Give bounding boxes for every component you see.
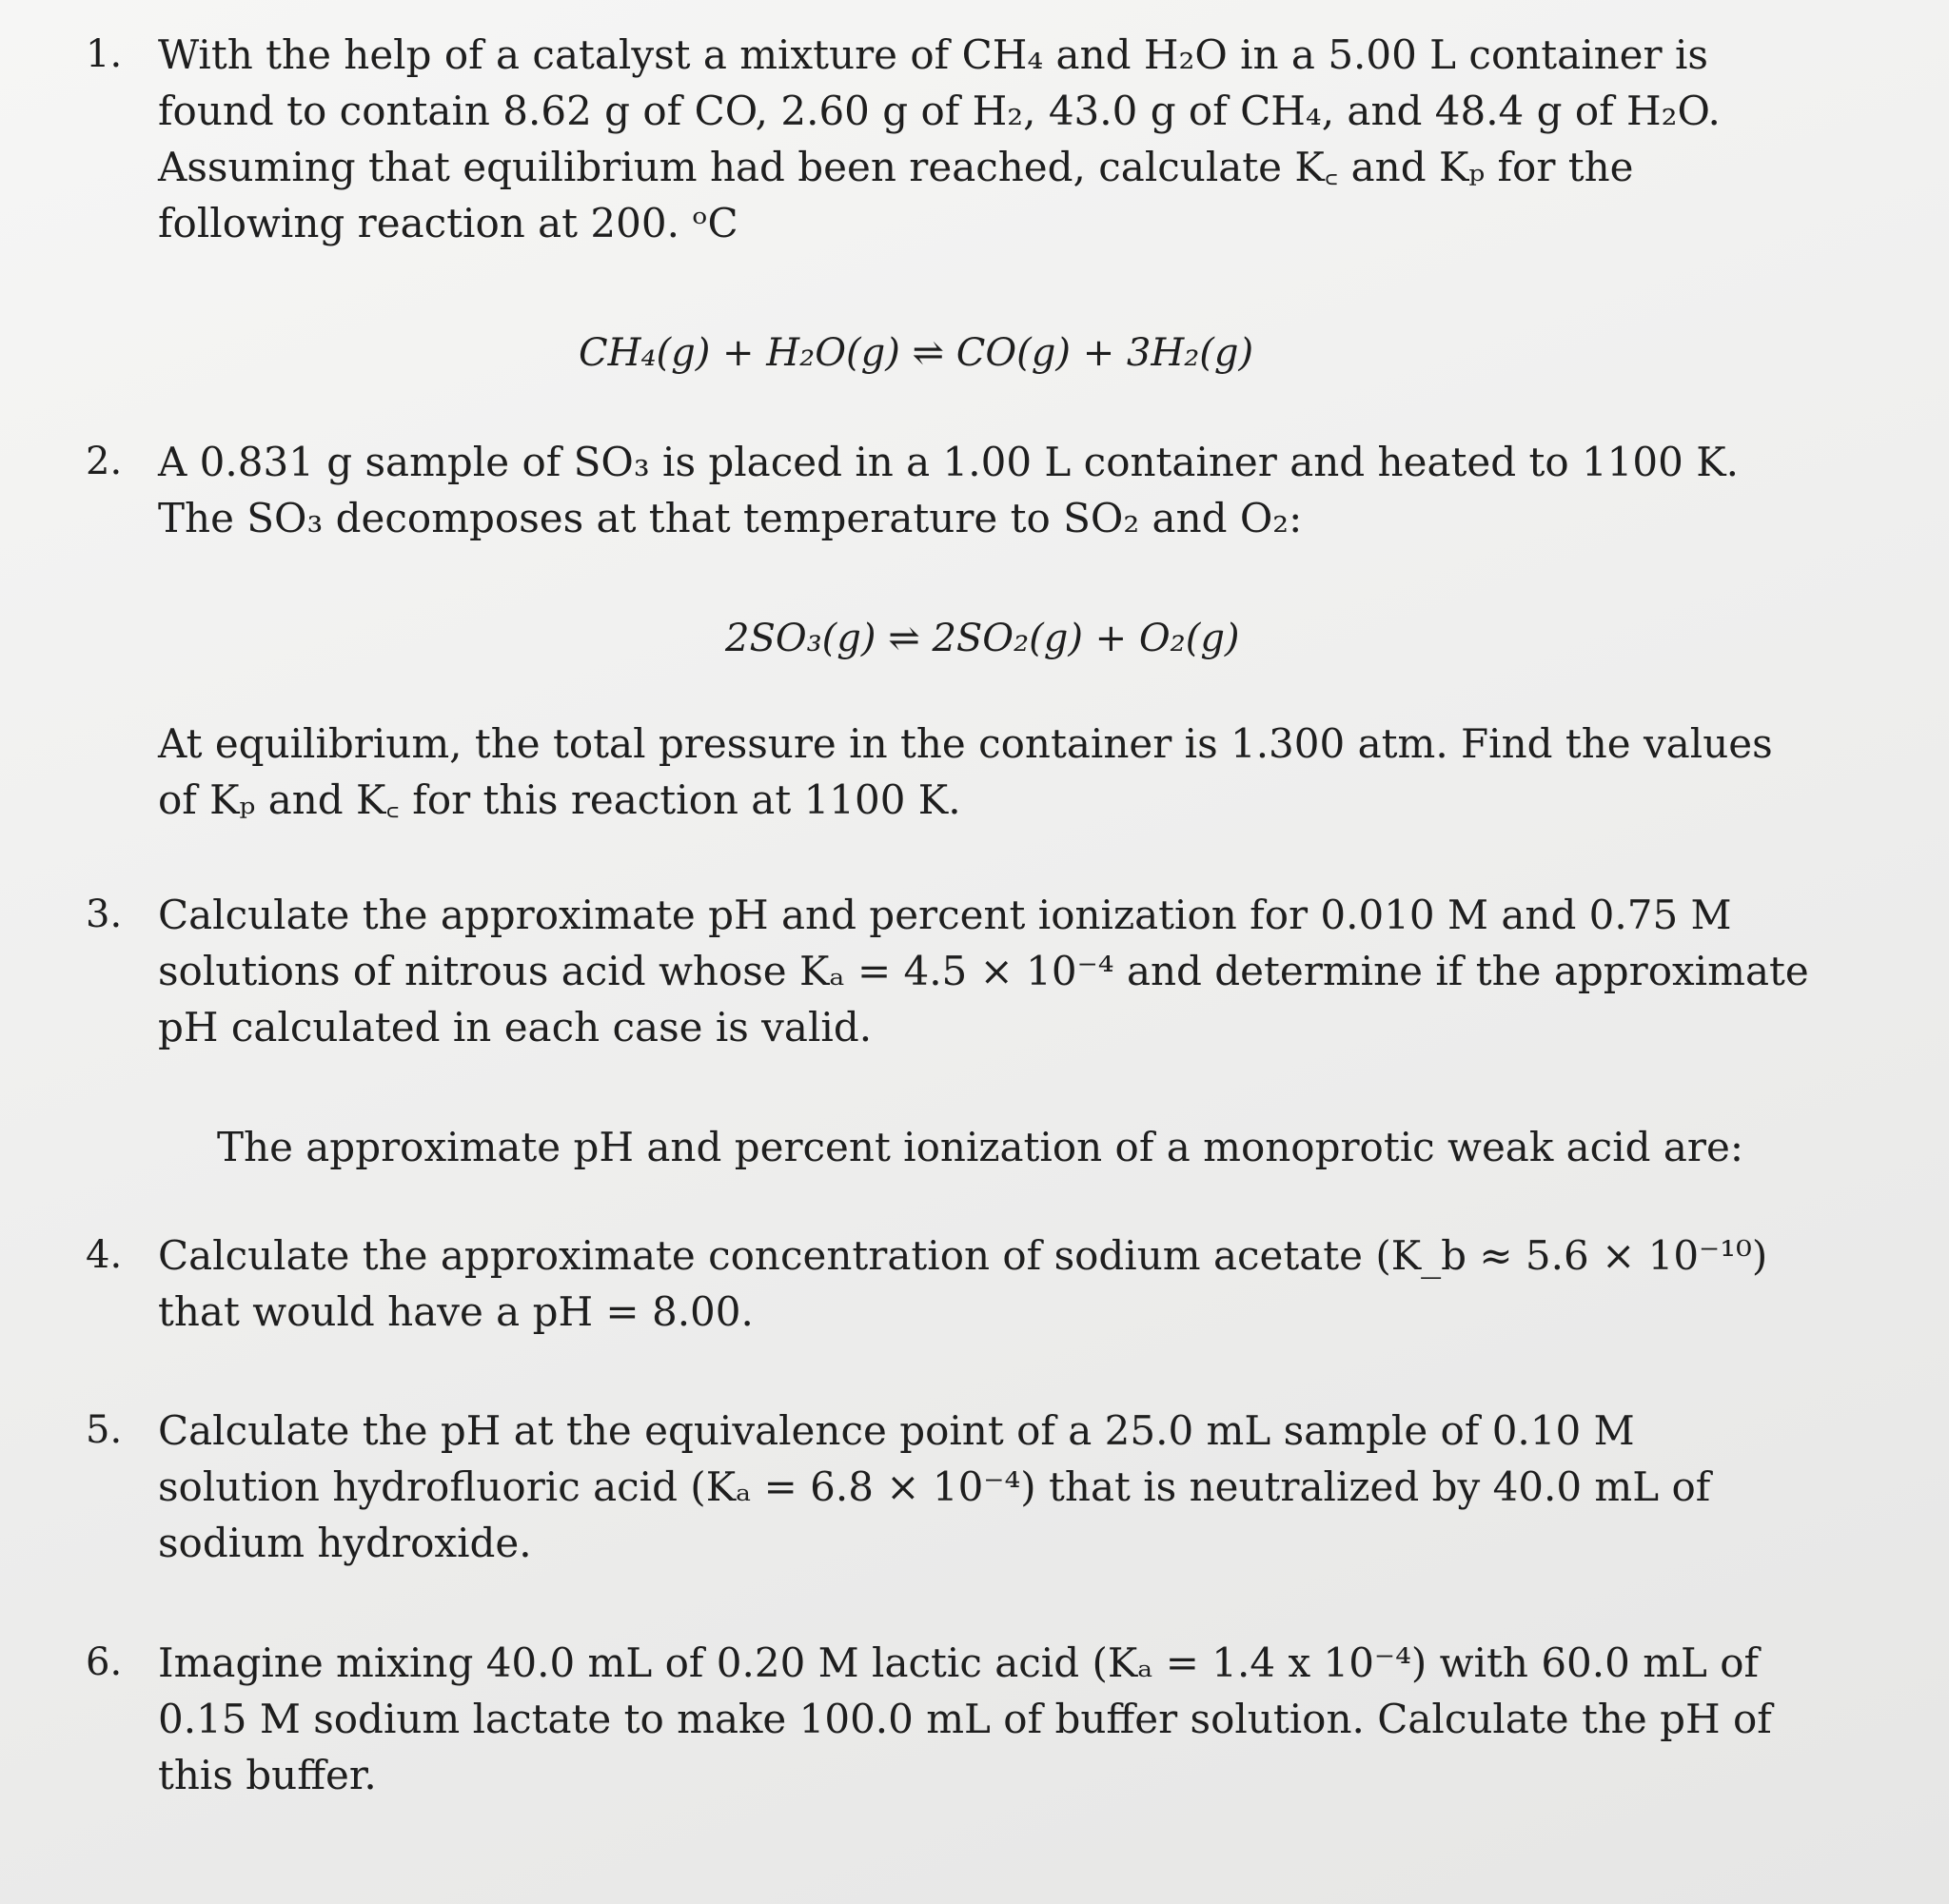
question-line: With the help of a catalyst a mixture of CH₄ and H₂O in a 5.00 L container is bbox=[158, 31, 1708, 78]
question-line: A 0.831 g sample of SO₃ is placed in a 1.00 L container and heated to 1100 K. bbox=[158, 439, 1739, 485]
question-2 bbox=[86, 434, 1894, 546]
question-line: this buffer. bbox=[158, 1752, 377, 1798]
question-5 bbox=[86, 1403, 1894, 1571]
question-text bbox=[158, 1403, 1909, 1571]
question-2-followup bbox=[86, 716, 1894, 828]
question-text bbox=[158, 887, 1909, 1055]
question-text bbox=[158, 1635, 1909, 1803]
question-line: that would have a pH = 8.00. bbox=[158, 1288, 754, 1335]
question-number: 6. bbox=[86, 1640, 123, 1684]
question-line: sodium hydroxide. bbox=[158, 1520, 532, 1566]
equation-1: CH₄(g) + H₂O(g) ⇌ CO(g) + 3H₂(g) bbox=[579, 331, 1254, 375]
question-text bbox=[158, 1227, 1909, 1340]
question-line: Assuming that equilibrium had been reached, calculate K꜀ and Kₚ for the bbox=[158, 144, 1634, 190]
question-line: Calculate the pH at the equivalence point of a 25.0 mL sample of 0.10 M bbox=[158, 1407, 1635, 1454]
question-line: solution hydrofluoric acid (Kₐ = 6.8 × 10⁻⁴) that is neutralized by 40.0 mL of bbox=[158, 1463, 1711, 1510]
question-4 bbox=[86, 1227, 1894, 1340]
question-1 bbox=[86, 27, 1894, 251]
question-line: following reaction at 200. ᵒC bbox=[158, 200, 738, 246]
question-line: of Kₚ and K꜀ for this reaction at 1100 K. bbox=[158, 776, 961, 823]
question-line: 0.15 M sodium lactate to make 100.0 mL of buffer solution. Calculate the pH of bbox=[158, 1696, 1772, 1742]
question-line: pH calculated in each case is valid. bbox=[158, 1004, 873, 1050]
question-number: 1. bbox=[86, 32, 123, 76]
question-number: 2. bbox=[86, 440, 123, 483]
question-text bbox=[158, 716, 1909, 828]
question-line: At equilibrium, the total pressure in the container is 1.300 atm. Find the values bbox=[158, 720, 1773, 767]
question-line: The SO₃ decomposes at that temperature to SO₂ and O₂: bbox=[158, 495, 1303, 541]
question-number: 5. bbox=[86, 1408, 123, 1452]
equation-2: 2SO₃(g) ⇌ 2SO₂(g) + O₂(g) bbox=[725, 617, 1240, 660]
question-3 bbox=[86, 887, 1894, 1055]
question-line: Calculate the approximate concentration of sodium acetate (K_b ≈ 5.6 × 10⁻¹⁰) bbox=[158, 1232, 1768, 1279]
question-line: Calculate the approximate pH and percent ionization for 0.010 M and 0.75 M bbox=[158, 892, 1732, 938]
question-number: 4. bbox=[86, 1233, 123, 1277]
question-text bbox=[158, 434, 1909, 546]
question-line: Imagine mixing 40.0 mL of 0.20 M lactic acid (Kₐ = 1.4 x 10⁻⁴) with 60.0 mL of bbox=[158, 1639, 1760, 1686]
question-text bbox=[158, 27, 1909, 251]
question-6 bbox=[86, 1635, 1894, 1803]
weak-acid-note: The approximate pH and percent ionization of a monoprotic weak acid are: bbox=[217, 1124, 1743, 1170]
question-number: 3. bbox=[86, 893, 123, 936]
question-line: solutions of nitrous acid whose Kₐ = 4.5 × 10⁻⁴ and determine if the approximate bbox=[158, 948, 1809, 994]
question-line: found to contain 8.62 g of CO, 2.60 g of H₂, 43.0 g of CH₄, and 48.4 g of H₂O. bbox=[158, 88, 1721, 134]
